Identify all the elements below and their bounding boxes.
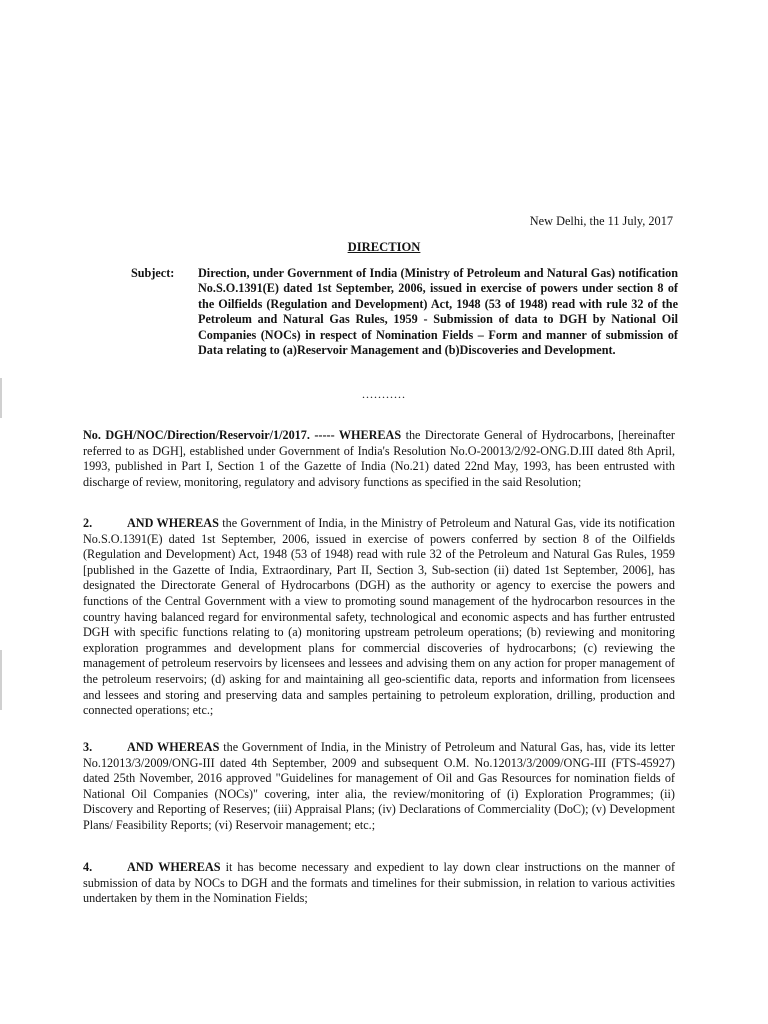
paragraph-4 (83, 860, 675, 907)
document-heading: DIRECTION (347, 240, 421, 254)
subject-text: Direction, under Government of India (Ministry of Petroleum and Natural Gas) notification No.S.O.1391(E) dated 1st September, 2006, issued in exercise of powers under section 8 of the Oilfields (Regulation and Development) Act, 1948 (53 of 1948) read with rule 32 of the Petroleum and Natural Gas Rules, 1959 - Submission of data to DGH by National Oil Companies (NOCs) in respect of Nomination Fields – Form and manner of submission of Data relating to (a)Reservoir Management and (b)Discoveries and Development. (198, 266, 678, 358)
paragraph-3-text: the Government of India, in the Ministry of Petroleum and Natural Gas, has, vide its letter No.12013/3/2009/ONG-III dated 4th September, 2009 and subsequent O.M. No.12013/3/2009/ONG-III (FTS-45927) dated 25th November, 2016 approved "Guidelines for management of Oil and Gas Resources for nomination fields of National Oil Companies (NOCs)" covering, inter alia, the review/monitoring of (i) Exploration Programmes; (ii) Discovery and Reporting of Reserves; (iii) Appraisal Plans; (iv) Declarations of Commerciality (DoC); (v) Development Plans/ Feasibility Reports; (vi) Reservoir management; etc.; (83, 740, 675, 832)
paragraph-1-lead: No. DGH/NOC/Direction/Reservoir/1/2017. ----- WHEREAS (83, 428, 402, 442)
paragraph-4-number: 4. (83, 860, 93, 874)
scan-edge-mark (0, 650, 2, 710)
paragraph-2-number: 2. (83, 516, 93, 530)
paragraph-2 (83, 516, 675, 719)
paragraph-3-number: 3. (83, 740, 93, 754)
date-line: New Delhi, the 11 July, 2017 (529, 214, 673, 228)
paragraph-2-lead: AND WHEREAS (127, 516, 219, 530)
subject-block (131, 266, 678, 358)
paragraph-3 (83, 740, 675, 834)
paragraph-4-text: it has become necessary and expedient to lay down clear instructions on the manner of submission of data by NOCs to DGH and the formats and timelines for their submission, in relation to various activities undertaken by them in the Nomination Fields; (83, 860, 675, 906)
paragraph-1-text: the Directorate General of Hydrocarbons, [hereinafter referred to as DGH], established under Government of India's Resolution No.O-20013/2/92-ONG.D.III dated 8th April, 1993, published in Part I, Section 1 of the Gazette of India (No.21) dated 22nd May, 1993, has been entrusted with discharge of review, monitoring, regulatory and advisory functions as specified in the said Resolution; (83, 428, 675, 489)
paragraph-1 (83, 428, 675, 490)
paragraph-2-text: the Government of India, in the Ministry of Petroleum and Natural Gas, vide its notification No.S.O.1391(E) dated 1st September, 2006, issued in exercise of powers conferred by section 8 of the Oilfields (Regulation and Development) Act, 1948 (53 of 1948) read with rule 32 of the Petroleum and Natural Gas Rules, 1959 [published in the Gazette of India, Extraordinary, Part II, Section 3, Sub-section (ii) dated 1st September, 2006], has designated the Directorate General of Hydrocarbons (DGH) as the authority or agency to exercise the powers and functions of the Central Government with a view to promoting sound management of the hydrocarbon resources in the country having balanced regard for environmental safety, technological and economic aspects and has further entrusted DGH with specific functions relating to (a) monitoring upstream petroleum operations; (b) reviewing and monitoring exploration programmes and development plans for commercial discoveries of hydrocarbons; (c) reviewing the management of petroleum reservoirs by licensees and lessees and advising them on any action for proper management of the petroleum reservoirs; (d) asking for and maintaining all geo-scientific data, reports and information from licensees and lessees and storing and preserving data and samples pertaining to petroleum exploration, drilling, production and connected operations; etc.; (83, 516, 676, 718)
subject-label: Subject: (131, 266, 175, 280)
separator-dots: ........... (362, 387, 406, 401)
paragraph-3-lead: AND WHEREAS (127, 740, 220, 754)
paragraph-4-lead: AND WHEREAS (127, 860, 221, 874)
